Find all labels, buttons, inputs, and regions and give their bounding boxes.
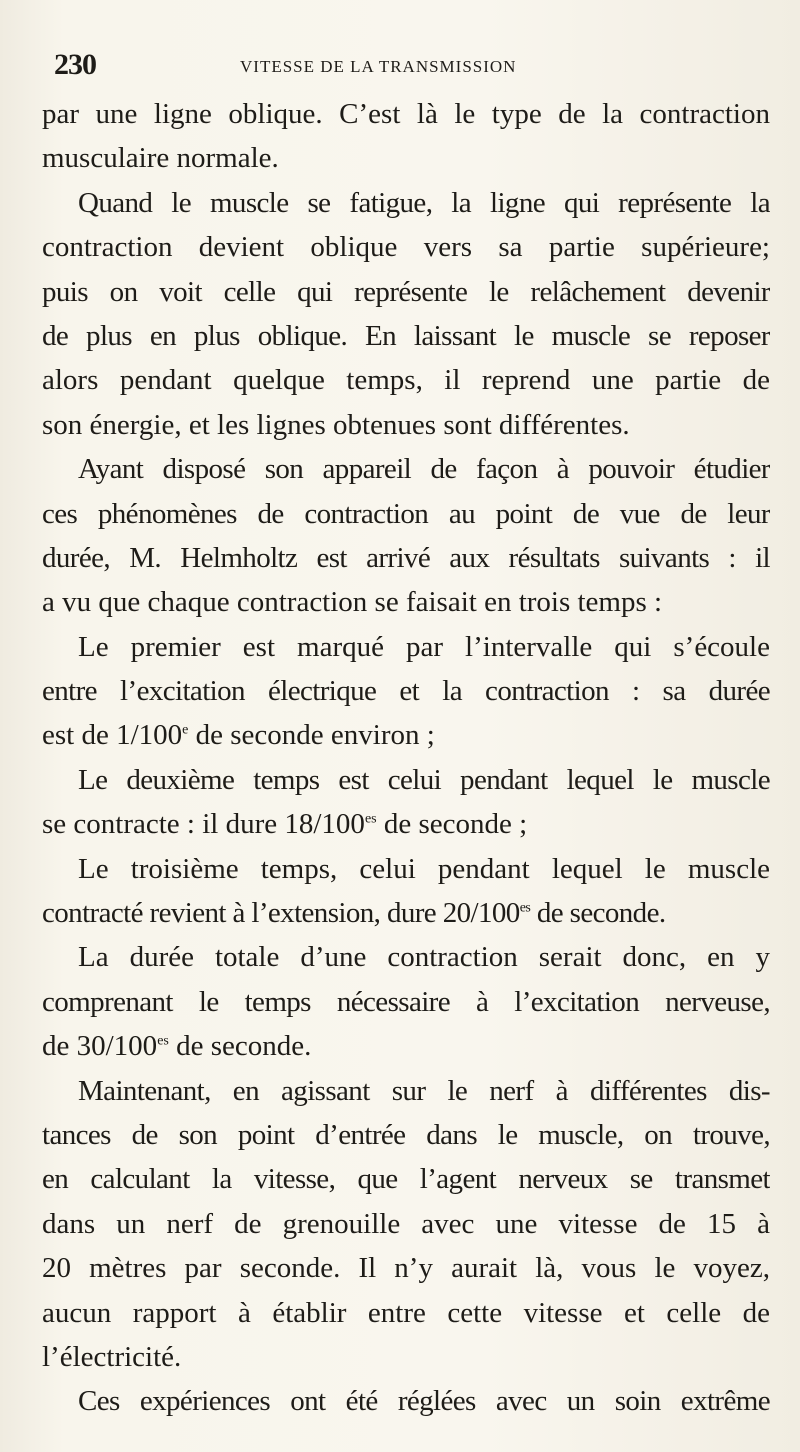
running-title: VITESSE DE LA TRANSMISSION: [240, 57, 517, 76]
text-line: Le deuxième temps est celui pendant lequel le muscle: [78, 763, 770, 796]
text-line: Ayant disposé son appareil de façon à pouvoir étudier: [78, 453, 770, 486]
superscript: es: [364, 811, 377, 827]
text-line: ces phénomènes de contraction au point de vue de leur: [42, 497, 770, 530]
superscript: e: [182, 722, 189, 738]
text-line: entre l’excitation électrique et la contraction : sa durée: [42, 675, 770, 708]
text-line: en calculant la vitesse, que l’agent nerveux se transmet: [42, 1163, 770, 1196]
text-line: son énergie, et les lignes obtenues sont différentes.: [42, 408, 630, 441]
text-line: Maintenant, en agissant sur le nerf à différentes dis-: [78, 1074, 770, 1107]
text-line: Ces expériences ont été réglées avec un soin extrême: [78, 1385, 770, 1418]
text-line: contraction devient oblique vers sa partie supérieure;: [42, 231, 770, 264]
text-line: de plus en plus oblique. En laissant le muscle se reposer: [42, 319, 770, 352]
text-line: a vu que chaque contraction se faisait en trois temps :: [42, 586, 663, 619]
text-line: contracté revient à l’extension, dure $20/100^{es}$ de seconde.: [42, 897, 666, 930]
body-text: [42, 92, 770, 1424]
text-line: aucun rapport à établir entre cette vitesse et celle de: [42, 1296, 770, 1329]
text-line: de $30/100^{es}$ de seconde.: [42, 1030, 312, 1063]
text-line: musculaire normale.: [42, 142, 279, 175]
text-line: puis on voit celle qui représente le relâchement devenir: [42, 275, 770, 308]
page-header: [50, 44, 760, 84]
text-line: l’électricité.: [42, 1340, 182, 1373]
superscript: es: [157, 1033, 169, 1049]
text-line: par une ligne oblique. C’est là le type de la contraction: [42, 98, 770, 130]
text-line: Quand le muscle se fatigue, la ligne qui représente la: [78, 186, 770, 219]
text-line: dans un nerf de grenouille avec une vitesse de 15 à: [42, 1207, 770, 1240]
text-line: se contracte : il dure $18/100^{es}$ de seconde ;: [42, 808, 528, 841]
text-line: alors pendant quelque temps, il reprend une partie de: [42, 364, 770, 397]
text-line: comprenant le temps nécessaire à l’excitation nerveuse,: [42, 985, 770, 1018]
text-line: La durée totale d’une contraction serait donc, en y: [78, 941, 770, 974]
page-number: 230: [54, 48, 96, 81]
text-line: Le premier est marqué par l’intervalle qui s’écoule: [78, 630, 770, 663]
text-line: durée, M. Helmholtz est arrivé aux résultats suivants : il: [42, 541, 770, 574]
text-line: tances de son point d’entrée dans le muscle, on trouve,: [42, 1118, 770, 1151]
text-line: Le troisième temps, celui pendant lequel le muscle: [78, 852, 770, 885]
text-line: 20 mètres par seconde. Il n’y aurait là, vous le voyez,: [42, 1252, 770, 1285]
superscript: es: [519, 900, 531, 916]
text-line: est de 1/100e de seconde environ ;: [42, 719, 435, 752]
